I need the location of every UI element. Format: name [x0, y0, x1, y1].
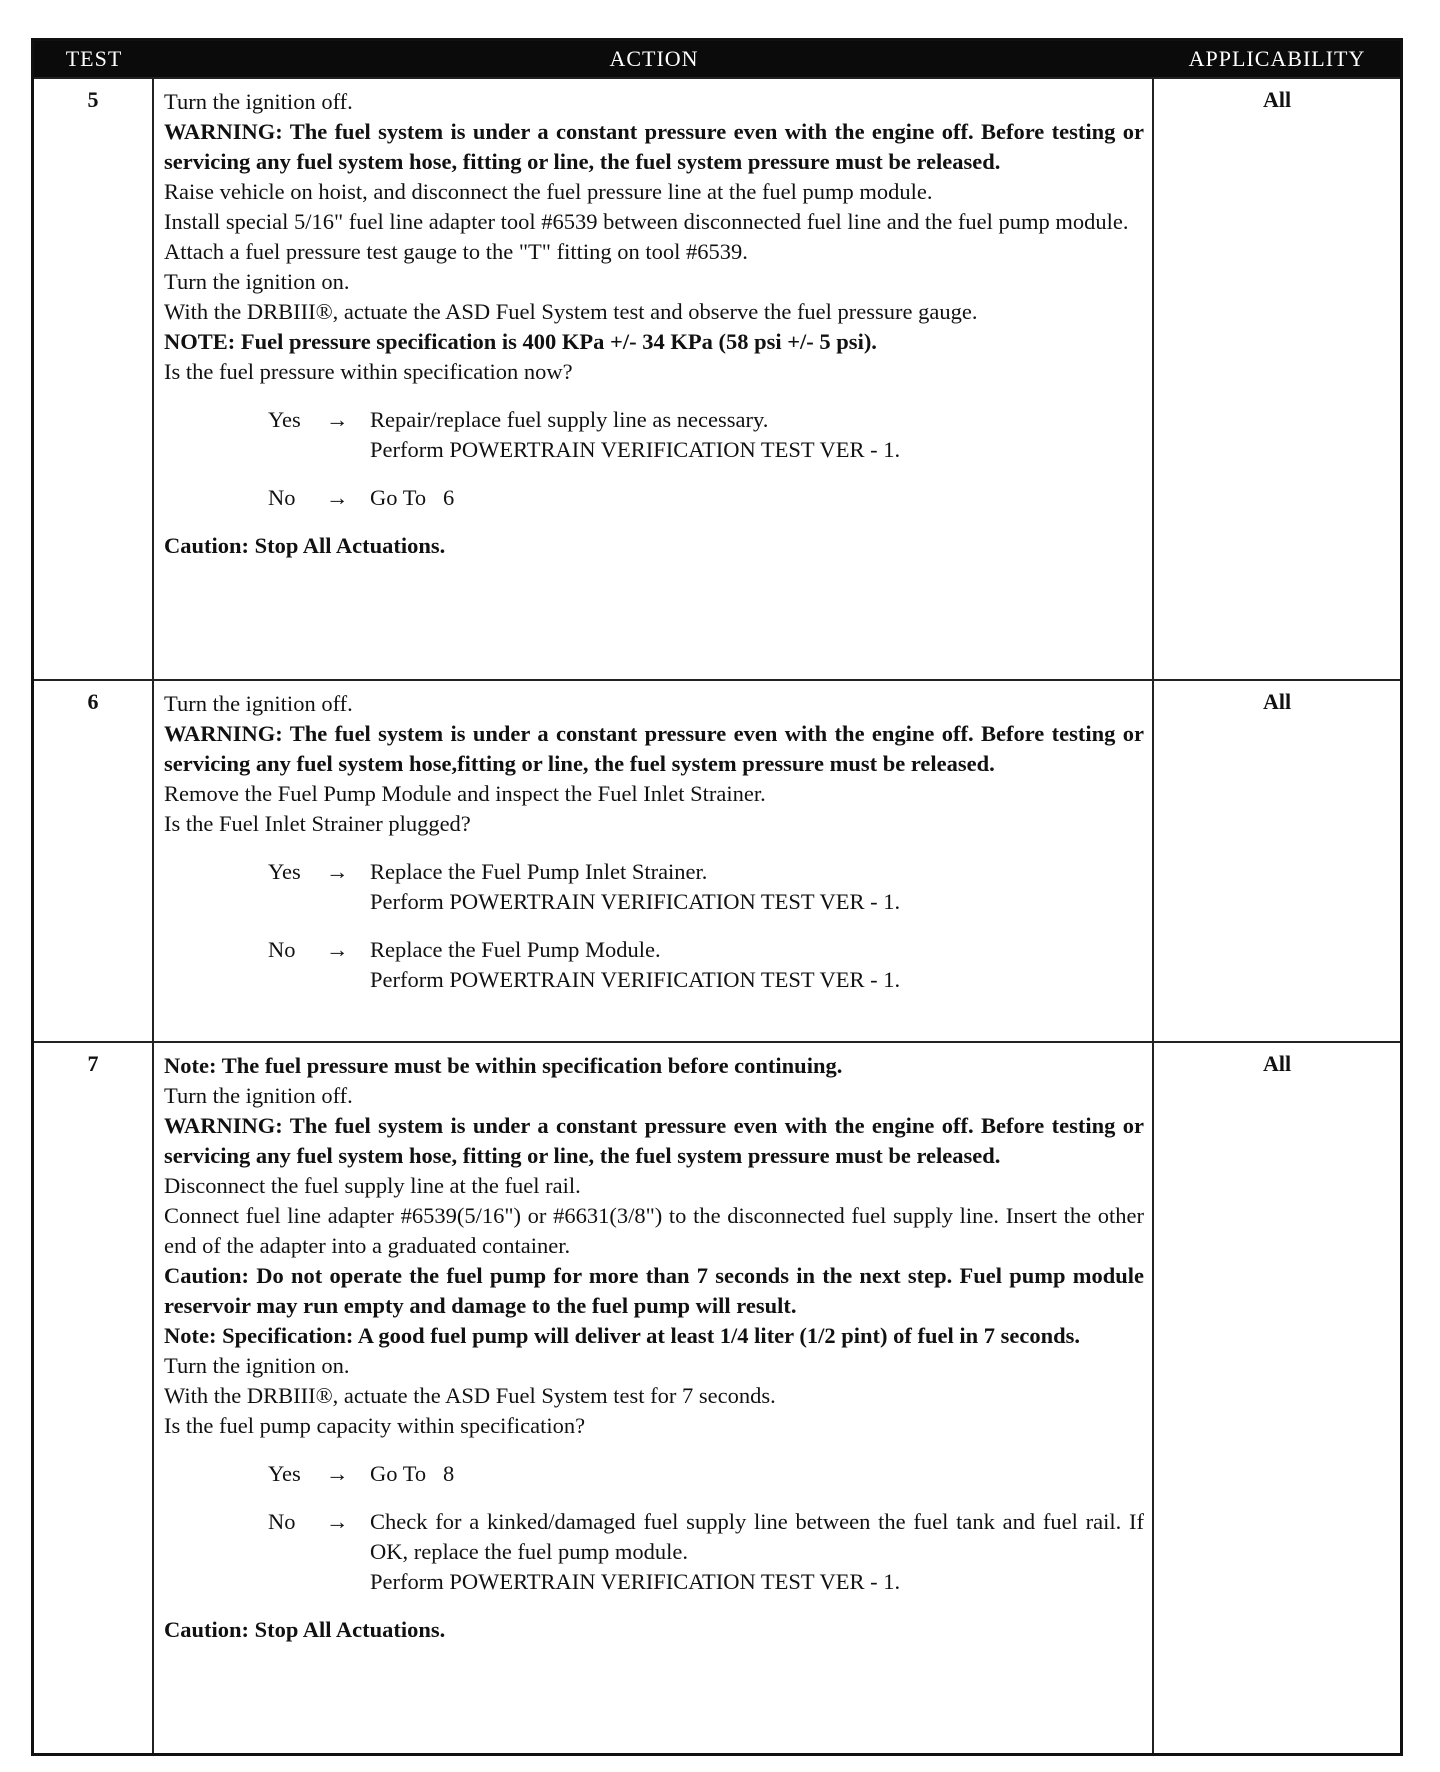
- action-line: With the DRBIII®, actuate the ASD Fuel System test and observe the fuel pressure gauge.: [164, 299, 978, 324]
- result-line: Perform POWERTRAIN VERIFICATION TEST VER - 1.: [370, 967, 901, 992]
- caution-text: Caution: Stop All Actuations.: [164, 533, 446, 558]
- result-line: Perform POWERTRAIN VERIFICATION TEST VER - 1.: [370, 889, 901, 914]
- result-line: Replace the Fuel Pump Inlet Strainer.: [370, 859, 708, 884]
- action-line: Turn the ignition off.: [164, 89, 353, 114]
- warning-text: WARNING: The fuel system is under a constant pressure even with the engine off. Before testing or servicing any fuel system hose,fitting or line, the fuel system pressure must be released.: [164, 721, 1144, 776]
- header-action: ACTION: [609, 46, 699, 71]
- applicability-value: All: [1262, 689, 1292, 714]
- arrow-right-icon: →: [326, 1509, 349, 1534]
- no-branch: [268, 1507, 1144, 1597]
- action-line: Remove the Fuel Pump Module and inspect the Fuel Inlet Strainer.: [164, 781, 766, 806]
- question-text: Is the fuel pump capacity within specification?: [164, 1413, 586, 1438]
- action-line: With the DRBIII®, actuate the ASD Fuel System test for 7 seconds.: [164, 1383, 776, 1408]
- action-line: Attach a fuel pressure test gauge to the "T" fitting on tool #6539.: [164, 239, 748, 264]
- note-text: NOTE: Fuel pressure specification is 400 KPa +/- 34 KPa (58 psi +/- 5 psi).: [164, 329, 877, 354]
- test-number: 5: [34, 79, 154, 679]
- yes-branch: [268, 857, 1144, 917]
- action-line: Install special 5/16" fuel line adapter tool #6539 between disconnected fuel line and the fuel pump module.: [164, 209, 1129, 234]
- action-line: Turn the ignition on.: [164, 1353, 350, 1378]
- applicability-value: All: [1262, 1051, 1292, 1076]
- no-branch: [268, 935, 1144, 995]
- test-action: [154, 79, 1154, 679]
- caution-text: Caution: Do not operate the fuel pump for more than 7 seconds in the next step. Fuel pump module reservoir may run empty and damage to the fuel pump will result.: [164, 1263, 1144, 1318]
- header-applicability: APPLICABILITY: [1188, 46, 1366, 71]
- applicability-value: All: [1262, 87, 1292, 112]
- arrow-right-icon: →: [326, 937, 349, 962]
- yes-branch: [268, 1459, 1144, 1489]
- table-row: [34, 1041, 1400, 1753]
- arrow-right-icon: →: [326, 407, 349, 432]
- action-line: Raise vehicle on hoist, and disconnect the fuel pressure line at the fuel pump module.: [164, 179, 933, 204]
- test-number: 7: [34, 1043, 154, 1753]
- no-label: No: [268, 937, 296, 962]
- no-branch: [268, 483, 1144, 513]
- yes-label: Yes: [268, 859, 301, 884]
- yes-label: Yes: [268, 1461, 301, 1486]
- no-label: No: [268, 485, 296, 510]
- question-text: Is the fuel pressure within specification now?: [164, 359, 573, 384]
- warning-text: WARNING: The fuel system is under a constant pressure even with the engine off. Before testing or servicing any fuel system hose, fitting or line, the fuel system pressure must be released.: [164, 119, 1144, 174]
- table-header: [34, 41, 1400, 77]
- test-action: [154, 1043, 1154, 1753]
- caution-text: Caution: Stop All Actuations.: [164, 1617, 446, 1642]
- result-line: Perform POWERTRAIN VERIFICATION TEST VER - 1.: [370, 437, 901, 462]
- arrow-right-icon: →: [326, 859, 349, 884]
- note-text: Note: Specification: A good fuel pump will deliver at least 1/4 liter (1/2 pint) of fuel in 7 seconds.: [164, 1323, 1081, 1348]
- yes-branch: [268, 405, 1144, 465]
- yes-label: Yes: [268, 407, 301, 432]
- note-text: Note: The fuel pressure must be within specification before continuing.: [164, 1053, 843, 1078]
- table-row: [34, 679, 1400, 1041]
- no-result: Go To 6: [370, 485, 455, 510]
- yes-result: Go To 8: [370, 1461, 455, 1486]
- action-line: Turn the ignition on.: [164, 269, 350, 294]
- result-line: Check for a kinked/damaged fuel supply line between the fuel tank and fuel rail. If OK, replace the fuel pump module.: [370, 1509, 1144, 1564]
- result-line: Repair/replace fuel supply line as necessary.: [370, 407, 769, 432]
- yes-result: [370, 405, 1144, 465]
- action-line: Connect fuel line adapter #6539(5/16") or #6631(3/8") to the disconnected fuel supply line. Insert the other end of the adapter into a graduated container.: [164, 1203, 1144, 1258]
- action-line: Turn the ignition off.: [164, 1083, 353, 1108]
- arrow-right-icon: →: [326, 1461, 349, 1486]
- table-row: [34, 77, 1400, 679]
- test-action: [154, 681, 1154, 1041]
- result-line: Perform POWERTRAIN VERIFICATION TEST VER - 1.: [370, 1569, 901, 1594]
- action-line: Disconnect the fuel supply line at the fuel rail.: [164, 1173, 581, 1198]
- header-test: TEST: [65, 46, 123, 71]
- result-line: Replace the Fuel Pump Module.: [370, 937, 661, 962]
- yes-result: [370, 857, 1144, 917]
- no-result: [370, 935, 1144, 995]
- arrow-right-icon: →: [326, 485, 349, 510]
- warning-text: WARNING: The fuel system is under a constant pressure even with the engine off. Before testing or servicing any fuel system hose, fitting or line, the fuel system pressure must be released.: [164, 1113, 1144, 1168]
- diagnostic-test-table: [31, 38, 1403, 1756]
- test-number: 6: [34, 681, 154, 1041]
- action-line: Turn the ignition off.: [164, 691, 353, 716]
- question-text: Is the Fuel Inlet Strainer plugged?: [164, 811, 471, 836]
- no-label: No: [268, 1509, 296, 1534]
- no-result: [370, 1507, 1144, 1597]
